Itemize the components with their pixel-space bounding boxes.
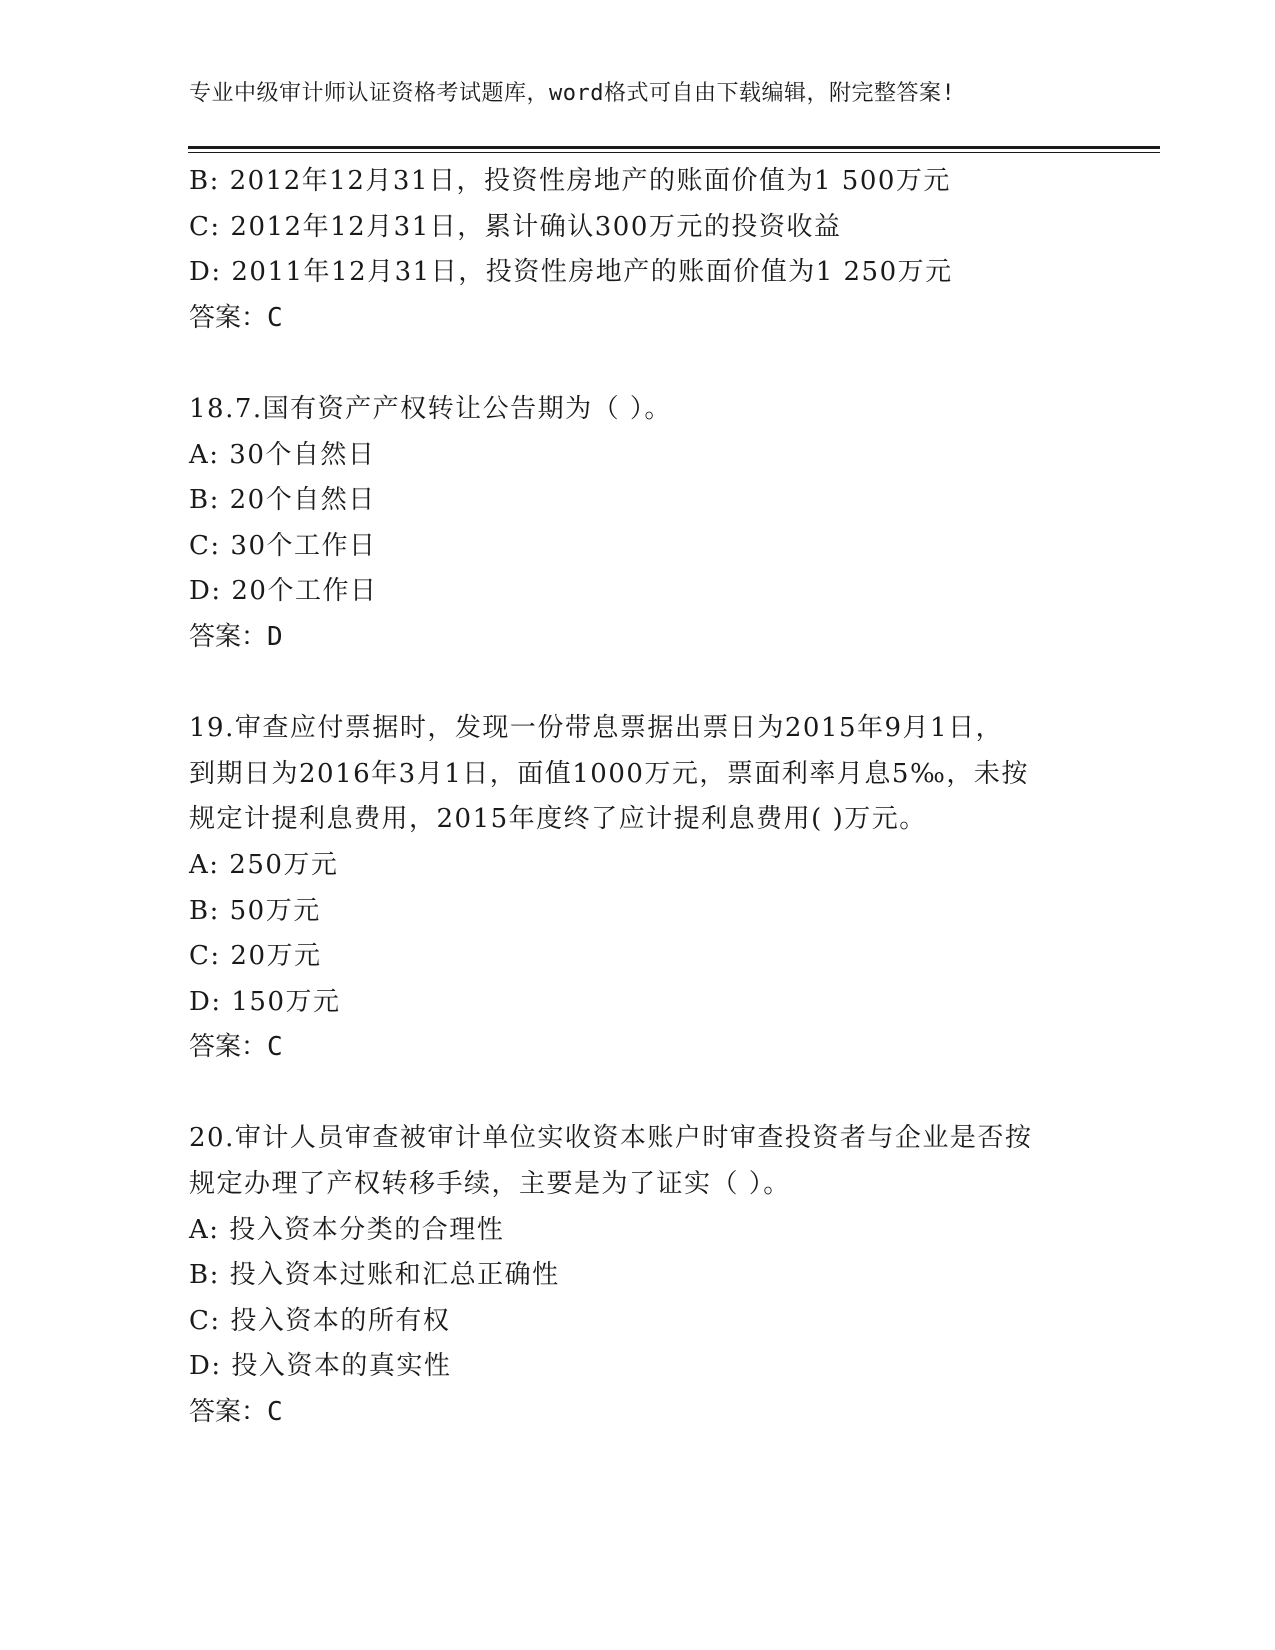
question-block-18 <box>189 387 1149 661</box>
answer-line: 答案：D <box>189 621 283 652</box>
option-line: C: 20万元 <box>189 941 322 972</box>
option-line: A: 30个自然日 <box>189 439 376 470</box>
question-text: 18.7.国有资产产权转让公告期为（ ）。 <box>189 393 672 424</box>
block-spacer <box>189 341 1149 387</box>
question-text: 到期日为2016年3月1日，面值1000万元，票面利率月息5‰，未按 <box>189 758 1029 789</box>
question-content <box>189 159 1149 1436</box>
option-line: B: 50万元 <box>189 895 321 926</box>
question-text: 规定办理了产权转移手续，主要是为了证实（ ）。 <box>189 1169 791 1200</box>
question-text: 20.审计人员审查被审计单位实收资本账户时审查投资者与企业是否按 <box>189 1123 1033 1154</box>
option-line: D: 投入资本的真实性 <box>189 1351 452 1382</box>
option-line: A: 250万元 <box>189 849 339 880</box>
block-spacer <box>189 661 1149 707</box>
question-block-17 <box>189 159 1149 341</box>
option-line: A: 投入资本分类的合理性 <box>189 1214 505 1245</box>
option-line: B: 20个自然日 <box>189 485 376 516</box>
option-line: D: 20个工作日 <box>189 576 378 607</box>
answer-line: 答案：C <box>189 1397 283 1428</box>
option-line: C: 30个工作日 <box>189 530 377 561</box>
block-spacer <box>189 1071 1149 1117</box>
question-block-19 <box>189 706 1149 1071</box>
option-line: D: 2011年12月31日，投资性房地产的账面价值为1 250万元 <box>189 257 953 288</box>
option-line: C: 2012年12月31日，累计确认300万元的投资收益 <box>189 211 842 242</box>
answer-line: 答案：C <box>189 302 283 333</box>
page-header: 专业中级审计师认证资格考试题库，word格式可自由下载编辑，附完整答案! <box>189 81 956 106</box>
question-block-20 <box>189 1116 1149 1435</box>
header-rule-thin <box>188 152 1160 153</box>
option-line: B: 投入资本过账和汇总正确性 <box>189 1260 560 1291</box>
header-rule-thick <box>188 146 1160 149</box>
option-line: C: 投入资本的所有权 <box>189 1305 451 1336</box>
answer-line: 答案：C <box>189 1032 283 1063</box>
question-text: 规定计提利息费用，2015年度终了应计提利息费用( )万元。 <box>189 804 927 835</box>
option-line: D: 150万元 <box>189 986 341 1017</box>
option-line: B: 2012年12月31日，投资性房地产的账面价值为1 500万元 <box>189 166 951 196</box>
question-text: 19.审查应付票据时，发现一份带息票据出票日为2015年9月1日， <box>189 713 1004 744</box>
